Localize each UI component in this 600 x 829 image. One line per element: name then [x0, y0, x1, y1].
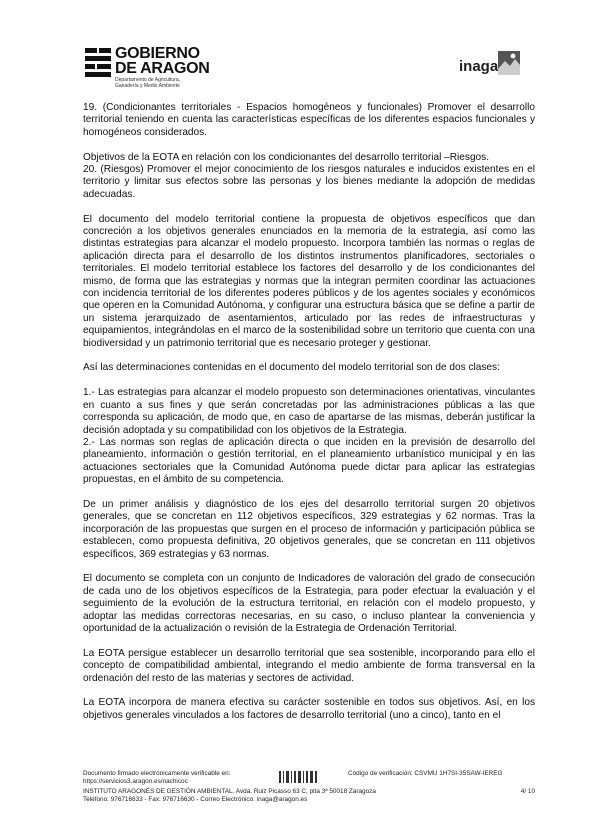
footer-verification-url[interactable]: https://servicios3.aragon.es/nachicoc	[83, 778, 188, 785]
logo-department-line1: Departamento de Agricultura,	[115, 77, 181, 83]
paragraph-analysis: De un primer análisis y diagnóstico de los ejes del desarrollo territorial surgen 20 objetivos generales, que se concretan en 112 objetivos específicos, 329 estrategias y 62 normas. Tras la incorporación de las propuestas que surgen en el proceso de información y participación pública se establecen, como propuesta definitiva, 20 objetivos generales, que se concretan en 111 objetivos específicos, 369 estrategias y 63 normas.	[83, 498, 535, 560]
gobierno-aragon-logo	[83, 46, 233, 98]
inaga-logo-text: inaga	[459, 58, 499, 75]
footer-verification-code: Código de verificación: CSVMU 1H7SI-35SAW-IEREG	[348, 770, 503, 777]
footer-contact: Teléfono: 976716633 - Fax: 976716630 - Correo Electrónico: inaga@aragon.es	[83, 796, 308, 803]
paragraph-norms-item: 2.- Las normas son reglas de aplicación directa o que inciden en la previsión de desarrollo del planeamiento, información o gestión territorial, en el planeamiento urbanístico municipal y en las actuaciones sectoriales que la Comunidad Autónoma puede dictar para aplicar las estrategias propuestas, en el ámbito de su competencia.	[83, 436, 535, 486]
paragraph-sustainable-objectives: La EOTA incorpora de manera efectiva su carácter sostenible en todos sus objetivos. Así, en los objetivos generales vinculados a los factores de desarrollo territorial (uno a cinco), tanto en el	[83, 697, 535, 721]
page-number: 4/ 10	[520, 788, 535, 795]
document-body	[83, 102, 535, 735]
paragraph-sustainable: La EOTA persigue establecer un desarrollo territorial que sea sostenible, incorporando para ello el concepto de compatibilidad ambiental, integrando el medio ambiente de forma transversal en la ordenación del resto de las materias y sectores de actividad.	[83, 647, 535, 684]
footer-address: INSTITUTO ARAGONÉS DE GESTIÓN AMBIENTAL. Avda. Ruiz Picasso 63 C, plta 3ª 50018 Zaragoza	[83, 788, 376, 795]
page-footer	[83, 770, 535, 810]
paragraph-objective-19: 19. (Condicionantes territoriales - Espacios homogéneos y funcionales) Promover el desarrollo territorial teniendo en cuenta las características específicas de los diferentes espacios funcionales y homogéneos considerados.	[83, 102, 535, 138]
paragraph-risks-heading: Objetivos de la EOTA en relación con los condicionantes del desarrollo territorial –Riesgos.	[83, 151, 490, 163]
page-header	[0, 0, 600, 100]
logo-line-gobierno: GOBIERNO	[115, 45, 200, 62]
logo-department-line2: Ganadería y Medio Ambiente	[115, 83, 180, 89]
paragraph-determinations-intro: Así las determinaciones contenidas en el documento del modelo territorial son de dos clases:	[83, 362, 500, 374]
inaga-logo	[458, 49, 522, 77]
paragraph-territorial-model: El documento del modelo territorial contiene la propuesta de objetivos específicos que dan concreción a los objetivos generales enunciados en la memoria de la estrategia, así como las distintas estrategias para alcanzar el modelo propuesto. Incorpora también las normas o reglas de aplicación directa para el desarrollo de los distintos instrumentos planificadores, sectoriales o territoriales. El modelo territorial establece los factores del desarrollo y de los condicionantes del mismo, de forma que las estrategias y normas que la integran permiten coordinar las actuaciones con incidencia territorial de los diferentes poderes públicos y de los agentes sociales y económicos que operen en la Comunidad Autónoma, y configurar una estructura básica que se define a partir de un sistema jerarquizado de asentamientos, articulado por las redes de infraestructuras y equipamientos, integrándolas en el marco de la sostenibilidad sobre un territorio que cuenta con una biodiversidad y un patrimonio territorial que es necesario proteger y gestionar.	[83, 213, 535, 349]
logo-line-aragon: DE ARAGON	[115, 60, 210, 77]
paragraph-strategies-item: 1.- Las estrategias para alcanzar el modelo propuesto son determinaciones orientativas, vinculantes en cuanto a sus fines y que serán concretadas por las administraciones públicas a las que corresponda su aplicación, de modo que, en caso de apartarse de las mismas, deberán justificar la decisión adoptada y su compatibilidad con los objetivos de la Estrategia.	[83, 387, 535, 436]
barcode-icon	[278, 770, 318, 784]
paragraph-indicators: El documento se completa con un conjunto de Indicadores de valoración del grado de consecución de cada uno de los objetivos específicos de la Estrategia, para poder efectuar la evaluación y el seguimiento de la evolución de la estructura territorial, en relación con el modelo propuesto, y adoptar las medidas correctoras necesarias, en su caso, o incluso plantear la conveniencia y oportunidad de la actualización o revisión de la Estrategia de Ordenación Territorial.	[83, 573, 535, 634]
aragon-flag-icon	[83, 46, 113, 82]
paragraph-objective-20: 20. (Riesgos) Promover el mejor conocimiento de los riesgos naturales e inducidos existentes en el territorio y limitar sus efectos sobre las personas y los bienes mediante la adopción de medidas adecuadas.	[83, 164, 535, 200]
footer-signed-text: Documento firmado electrónicamente verificable en:	[83, 770, 231, 777]
